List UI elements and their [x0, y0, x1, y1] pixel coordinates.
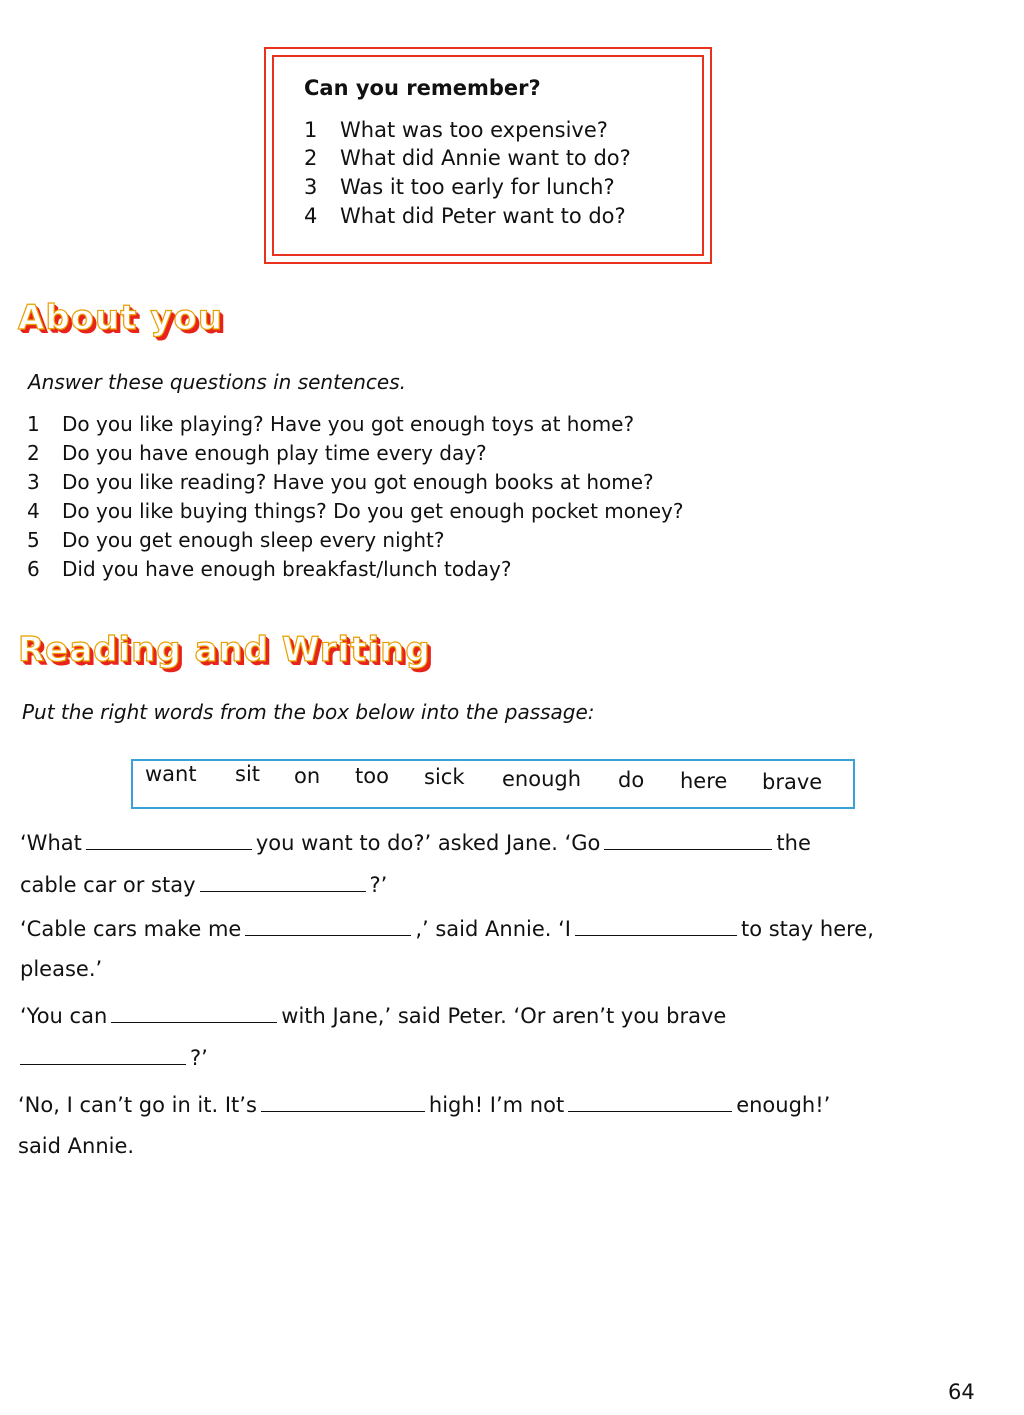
- word-box-word: brave: [762, 770, 823, 794]
- question-number: 2: [27, 441, 40, 465]
- passage-text: to stay here,: [740, 917, 874, 941]
- about-question: [27, 441, 487, 465]
- answer-blank[interactable]: [575, 914, 737, 936]
- passage-line: [20, 957, 102, 981]
- question-text: Do you like playing? Have you got enough toys at home?: [62, 412, 635, 436]
- page-number: 64: [948, 1380, 975, 1404]
- question-text: What did Peter want to do?: [340, 204, 626, 228]
- remember-question: [304, 118, 608, 142]
- passage-text: ‘No, I can’t go in it. It’s: [18, 1093, 257, 1117]
- passage-text: ‘What: [20, 831, 82, 855]
- question-number: 2: [304, 146, 318, 170]
- passage-text: ,’ said Annie. ‘I: [415, 917, 571, 941]
- passage-text: ?’: [190, 1046, 208, 1070]
- passage-text: high! I’m not: [428, 1093, 565, 1117]
- question-text: Do you have enough play time every day?: [62, 441, 487, 465]
- passage-text: said Annie.: [18, 1134, 135, 1158]
- answer-blank[interactable]: [111, 1001, 277, 1023]
- question-text: What did Annie want to do?: [340, 146, 631, 170]
- word-box-word: sick: [424, 765, 465, 789]
- passage-line: [18, 1134, 134, 1158]
- passage-line: [20, 914, 874, 941]
- passage-text: please.’: [20, 957, 103, 981]
- question-number: 1: [27, 412, 40, 436]
- passage-text: enough!’: [736, 1093, 831, 1117]
- question-text: Do you like buying things? Do you get enough pocket money?: [62, 499, 684, 523]
- answer-blank[interactable]: [261, 1090, 425, 1112]
- word-box-word: want: [145, 762, 197, 786]
- passage-line: [20, 1001, 726, 1028]
- remember-question: [304, 146, 631, 170]
- question-number: 3: [27, 470, 40, 494]
- passage-text: ?’: [369, 873, 388, 897]
- about-question: [27, 412, 634, 436]
- answer-blank[interactable]: [86, 828, 252, 850]
- about-question: [27, 528, 444, 552]
- word-box-word: on: [294, 764, 321, 788]
- word-box-word: sit: [235, 762, 261, 786]
- word-box-word: enough: [502, 767, 582, 791]
- passage-line: [18, 1090, 830, 1117]
- about-you-instruction: Answer these questions in sentences.: [28, 370, 406, 394]
- remember-question: [304, 175, 615, 199]
- question-text: Do you like reading? Have you got enough books at home?: [62, 470, 654, 494]
- reading-writing-heading: Reading and Writing: [18, 630, 431, 670]
- passage-line: [20, 1043, 208, 1070]
- question-text: What was too expensive?: [340, 118, 608, 142]
- question-number: 1: [304, 118, 318, 142]
- question-number: 5: [27, 528, 40, 552]
- passage-line: [20, 828, 811, 855]
- question-number: 4: [27, 499, 40, 523]
- answer-blank[interactable]: [568, 1090, 732, 1112]
- reading-writing-instruction: Put the right words from the box below into the passage:: [22, 700, 595, 724]
- answer-blank[interactable]: [20, 1043, 186, 1065]
- answer-blank[interactable]: [604, 828, 772, 850]
- question-number: 4: [304, 204, 318, 228]
- about-question: [27, 470, 654, 494]
- question-text: Was it too early for lunch?: [340, 175, 615, 199]
- passage-line: [20, 870, 387, 897]
- about-question: [27, 499, 683, 523]
- passage-text: the: [776, 831, 811, 855]
- passage-text: cable car or stay: [20, 873, 196, 897]
- about-you-heading: About you: [18, 298, 224, 338]
- about-question: [27, 557, 512, 581]
- question-text: Do you get enough sleep every night?: [62, 528, 445, 552]
- passage-text: ‘Cable cars make me: [20, 917, 242, 941]
- question-number: 3: [304, 175, 318, 199]
- answer-blank[interactable]: [200, 870, 366, 892]
- remember-question: [304, 204, 626, 228]
- question-text: Did you have enough breakfast/lunch today?: [62, 557, 512, 581]
- remember-title: Can you remember?: [304, 76, 541, 100]
- word-box-word: do: [618, 768, 645, 792]
- question-number: 6: [27, 557, 40, 581]
- passage-text: you want to do?’ asked Jane. ‘Go: [255, 831, 601, 855]
- word-box-word: too: [355, 764, 389, 788]
- answer-blank[interactable]: [245, 914, 411, 936]
- word-box-word: here: [680, 769, 728, 793]
- passage-text: ‘You can: [20, 1004, 108, 1028]
- passage-text: with Jane,’ said Peter. ‘Or aren’t you brave: [281, 1004, 727, 1028]
